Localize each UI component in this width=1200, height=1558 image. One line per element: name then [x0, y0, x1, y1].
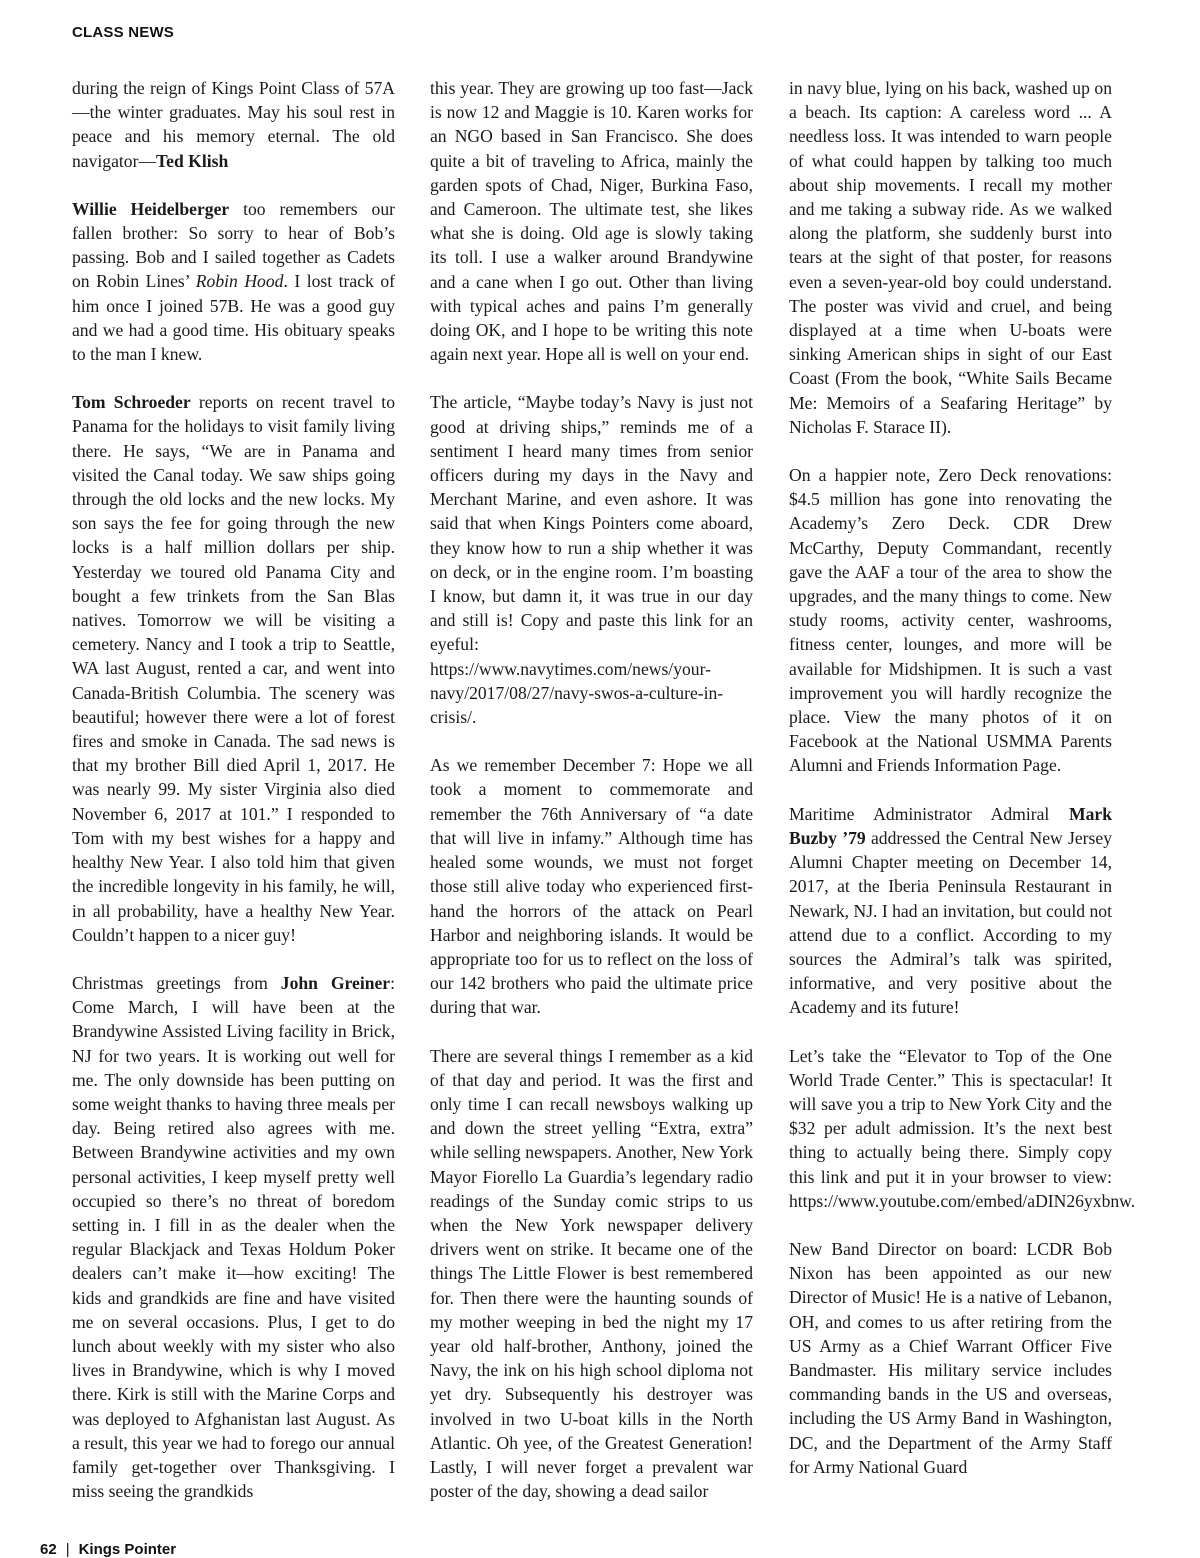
ship-name: Robin Hood [195, 271, 284, 292]
publication-name: Kings Pointer [78, 1541, 177, 1558]
page-footer [40, 1541, 176, 1558]
column-3 [789, 76, 1136, 1503]
author-name: Willie Heidelberger [72, 198, 230, 219]
page-number: 62 [40, 1541, 57, 1558]
author-name: Ted Klish [156, 150, 229, 171]
paragraph: There are several things I remember as a kid of that day and period. It was the first and only time I can recall newsboys walking up and down the street yelling “Extra, extra” while selling newspapers. Another, New York Mayor Fiorello La Guardia’s legendary radio readings of the Sunday comic strips to us when the New York newspaper delivery drivers went on strike. It became one of the things The Little Flower is best remembered for. Then there were the haunting sounds of my mother weeping in bed the night my 17 year old half-brother, Anthony, joined the Navy, the ink on his high school diploma not yet dry. Subsequently his destroyer was involved in two U-boat kills in the North Atlantic. Oh yee, of the Greatest Generation! Lastly, I will never forget a prevalent war poster of the day, showing a dead sailor [430, 1045, 753, 1502]
paragraph: in navy blue, lying on his back, washed up on a beach. Its caption: A careless word ... A needless loss. It was intended to warn people of what could happen by talking too much about ship movements. I recall my mother and me taking a subway ride. As we walked along the platform, she suddenly burst into tears at the sight of that poster, for reasons even a seven-year-old boy could understand. The poster was vivid and cruel, and being displayed at a time when U-boats were sinking American ships in sight of our East Coast (From the book, “White Sails Became Me: Memoirs of a Seafaring Heritage” by Nicholas F. Starace II). [789, 78, 1112, 437]
paragraph: Willie Heidelberger too remembers our fallen brother: So sorry to hear of Bob’s passing. Bob and I sailed together as Cadets on Robin Lines’ Robin Hood. I lost track of him once I joined 57B. He was a good guy and we had a good time. His obituary speaks to the man I knew. [72, 198, 395, 365]
paragraph: The article, “Maybe today’s Navy is just not good at driving ships,” reminds me of a sentiment I heard many times from senior officers during my days in the Navy and Merchant Marine, and even ashore. It was said that when Kings Pointers come aboard, they know how to run a ship whether it was on deck, or in the engine room. I’m boasting I know, but damn it, it was true in our day and still is! Copy and paste this link for an eyeful: https://www.navytimes.com/news/your-navy/2017/08/27/navy-swos-a-culture-in-crisis/. [430, 392, 753, 728]
column-1 [72, 76, 395, 1527]
paragraph: during the reign of Kings Point Class of 57A —the winter graduates. May his soul rest in peace and his memory eternal. The old navigator—Ted Klish [72, 78, 395, 171]
paragraph: On a happier note, Zero Deck renovations: $4.5 million has gone into renovating the Academy’s Zero Deck. CDR Drew McCarthy, Deputy Commandant, recently gave the AAF a tour of the area to show the upgrades, and the many things to come. New study rooms, activity center, washrooms, fitness center, lounges, and more will be available for Midshipmen. It is such a vast improvement you will hardly recognize the place. View the many photos of it on Facebook at the National USMMA Parents Alumni and Friends Information Page. [789, 465, 1112, 776]
footer-separator: | [65, 1541, 70, 1558]
author-name: Tom Schroeder [72, 392, 191, 413]
author-name: Mark Buzby ’79 [789, 803, 1112, 848]
section-label: CLASS NEWS [72, 24, 175, 41]
paragraph: Let’s take the “Elevator to Top of the One World Trade Center.” This is spectacular! It will save you a trip to New York City and the $32 per adult admission. It’s the next best thing to actually being there. Simply copy this link and put it in your browser to view: https://www.youtube.com/embed/aDIN26yxbnw. [789, 1045, 1136, 1211]
paragraph: As we remember December 7: Hope we all took a moment to commemorate and remember the 76th Anniversary of “a date that will live in infamy.” Although time has healed some wounds, we must not forget those still alive today who experienced first-hand the horrors of the attack on Pearl Harbor and neighboring islands. It would be appropriate too for us to reflect on the loss of our 142 brothers who paid the ultimate price during that war. [430, 755, 753, 1018]
author-name: John Greiner [280, 972, 391, 993]
paragraph: this year. They are growing up too fast—Jack is now 12 and Maggie is 10. Karen works for an NGO based in San Francisco. She does quite a bit of traveling to Africa, mainly the garden spots of Chad, Niger, Burkina Faso, and Cameroon. The ultimate test, she likes what she is doing. Old age is slowly taking its toll. I use a walker around Brandywine and a cane when I go out. Other than living with typical aches and pains I’m generally doing OK, and I hope to be writing this note again next year. Hope all is well on your end. [430, 78, 753, 365]
column-2 [430, 76, 753, 1527]
paragraph: Tom Schroeder reports on recent travel to Panama for the holidays to visit family living there. He says, “We are in Panama and visited the Canal today. We saw ships going through the old locks and the new locks. My son says the fee for going through the new locks is a half million dollars per ship. Yesterday we toured old Panama City and bought a few trinkets from the San Blas natives. Tomorrow we will be visiting a cemetery. Nancy and I took a trip to Seattle, WA last August, rented a car, and went into Canada-British Columbia. The scenery was beautiful; however there were a lot of forest fires and smoke in Canada. The sad news is that my brother Bill died April 1, 2017. He was nearly 99. My sister Virginia also died November 6, 2017 at 101.” I responded to Tom with my best wishes for a happy and healthy New Year. I also told him that given the incredible longevity in his family, he will, in all probability, have a healthy New Year. Couldn’t happen to a nicer guy! [72, 392, 395, 945]
paragraph: New Band Director on board: LCDR Bob Nixon has been appointed as our new Director of Music! He is a native of Lebanon, OH, and comes to us after retiring from the US Army as a Chief Warrant Officer Five Bandmaster. His military service includes commanding bands in the US and overseas, including the US Army Band in Washington, DC, and the Department of the Army Staff for Army National Guard [789, 1238, 1112, 1477]
paragraph: Christmas greetings from John Greiner: Come March, I will have been at the Brandywine Assisted Living facility in Brick, NJ for two years. It is working out well for me. The only downside has been putting on some weight thanks to having three meals per day. Being retired also agrees with me. Between Brandywine activities and my own personal activities, I keep myself pretty well occupied so there’s no threat of boredom setting in. I fill in as the dealer when the regular Blackjack and Texas Holdum Poker dealers can’t make it—how exciting! The kids and grandkids are fine and have visited me on several occasions. Plus, I get to do lunch about weekly with my sister who also lives in Brandywine, which is why I moved there. Kirk is still with the Marine Corps and was deployed to Afghanistan last August. As a result, this year we had to forego our annual family get-together over Thanksgiving. I miss seeing the grandkids [72, 972, 395, 1502]
paragraph: Maritime Administrator Admiral Mark Buzby ’79 addressed the Central New Jersey Alumni Chapter meeting on December 14, 2017, at the Iberia Peninsula Restaurant in Newark, NJ. I had an invitation, but could not attend due to a conflict. According to my sources the Admiral’s talk was spirited, informative, and very positive about the Academy and its future! [789, 803, 1112, 1018]
